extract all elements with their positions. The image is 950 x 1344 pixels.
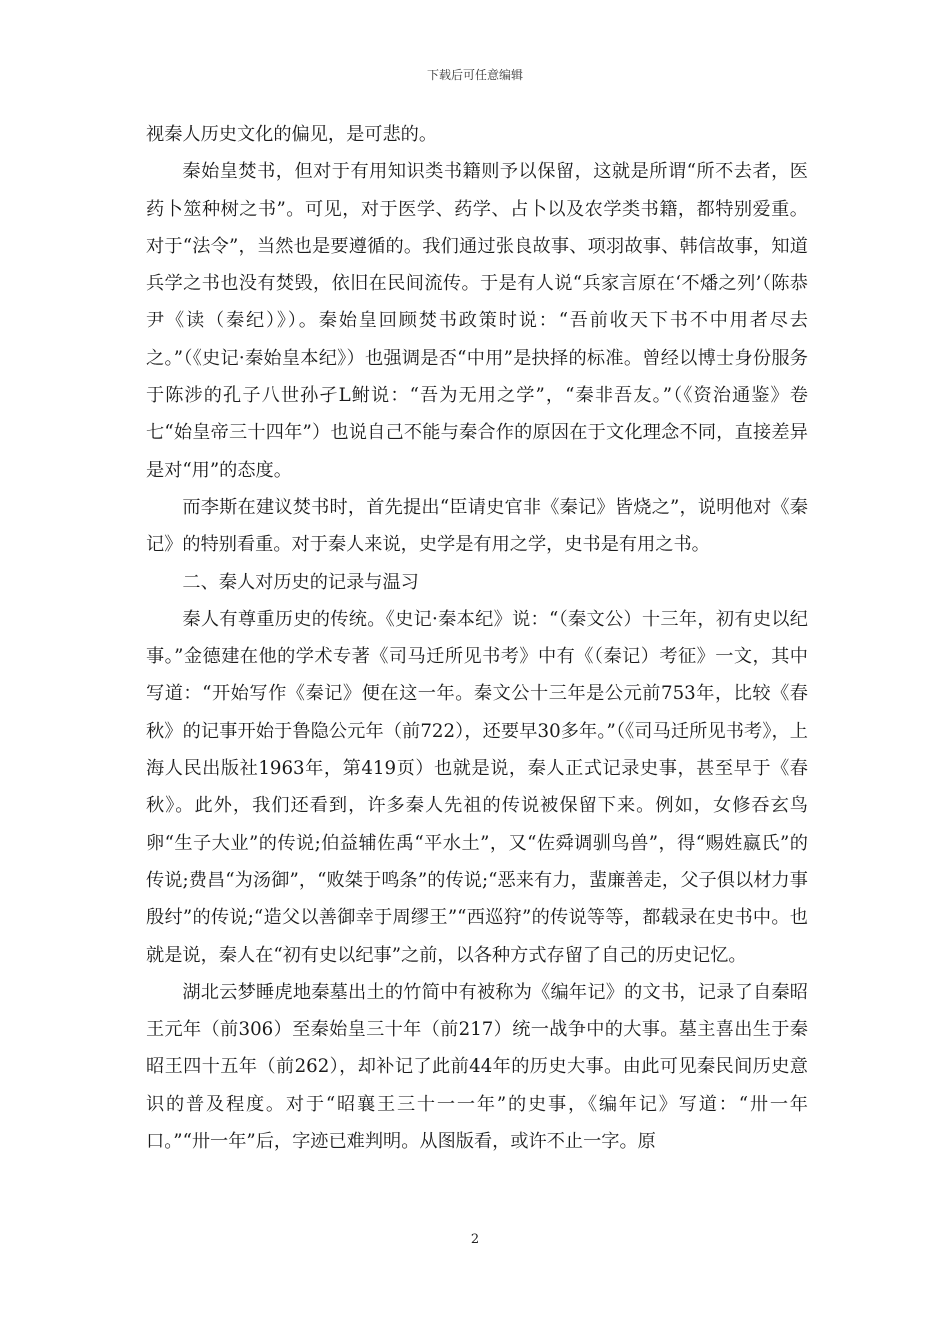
page-number: 2 [470,1232,480,1247]
paragraph: 湖北云梦睡虎地秦墓出土的竹简中有被称为《编年记》的文书，记录了自秦昭王元年（前306）至秦始皇三十年（前217）统一战争中的大事。墓主喜出生于秦昭王四十五年（前262），却补记了此前44年的历史大事。由此可见秦民间历史意识的普及程度。对于“昭襄王三十一一年”的史事，《编年记》写道：“卅一年口。”“卅一年”后，字迹已难判明。从图版看，或许不止一字。原 [146,981,808,1153]
section-heading: 二、秦人对历史的记录与温习 [182,571,419,593]
page-header: 下载后可任意编辑 [426,68,523,82]
paragraph: 而李斯在建议焚书时，首先提出“臣请史官非《秦记》皆烧之”，说明他对《秦记》的特别看重。对于秦人来说，史学是有用之学，史书是有用之书。 [146,496,808,556]
paragraph: 视秦人历史文化的偏见，是可悲的。 [146,124,438,145]
paragraph: 秦人有尊重历史的传统。《史记·秦本纪》说：“（秦文公）十三年，初有史以纪事。”金德建在他的学术专著《司马迁所见书考》中有《（秦记）考征》一文，其中写道：“开始写作《秦记》便在这一年。秦文公十三年是公元前753年，比较《春秋》的记事开始于鲁隐公元年（前722），还要早30多年。”（《司马迁所见书考》，上海人民出版社1963年，第419页）也就是说，秦人正式记录史事，甚至早于《春秋》。此外，我们还看到，许多秦人先祖的传说被保留下来。例如，女修吞玄鸟卵“生子大业”的传说;伯益辅佐禹“平水土”，又“佐舜调驯鸟兽”，得“赐姓嬴氏”的传说;费昌“为汤御”，“败桀于鸣条”的传说;“恶来有力，蜚廉善走，父子俱以材力事殷纣”的传说;“造父以善御幸于周缪王”“西巡狩”的传说等等，都载录在史书中。也就是说，秦人在“初有史以纪事”之前，以各种方式存留了自己的历史记忆。 [146,608,808,966]
paragraph: 秦始皇焚书，但对于有用知识类书籍则予以保留，这就是所谓“所不去者，医药卜筮种树之书”。可见，对于医学、药学、占卜以及农学类书籍，都特别爱重。对于“法令”，当然也是要遵循的。我们通过张良故事、项羽故事、韩信故事，知道兵学之书也没有焚毁，依旧在民间流传。于是有人说“兵家言原在‘不燔之列’（陈恭尹《读（秦纪）》）。秦始皇回顾焚书政策时说：“吾前收天下书不中用者尽去之。”（《史记·秦始皇本纪》）也强调是否“中用”是抉择的标准。曾经以博士身份服务于陈涉的孔子八世孙孑L鲋说：“吾为无用之学”，“秦非吾友。”（《资治通鉴》卷七“始皇帝三十四年”）也说自己不能与秦合作的原因在于文化理念不同，直接差异是对“用”的态度。 [146,161,808,481]
document-body [146,116,808,1160]
